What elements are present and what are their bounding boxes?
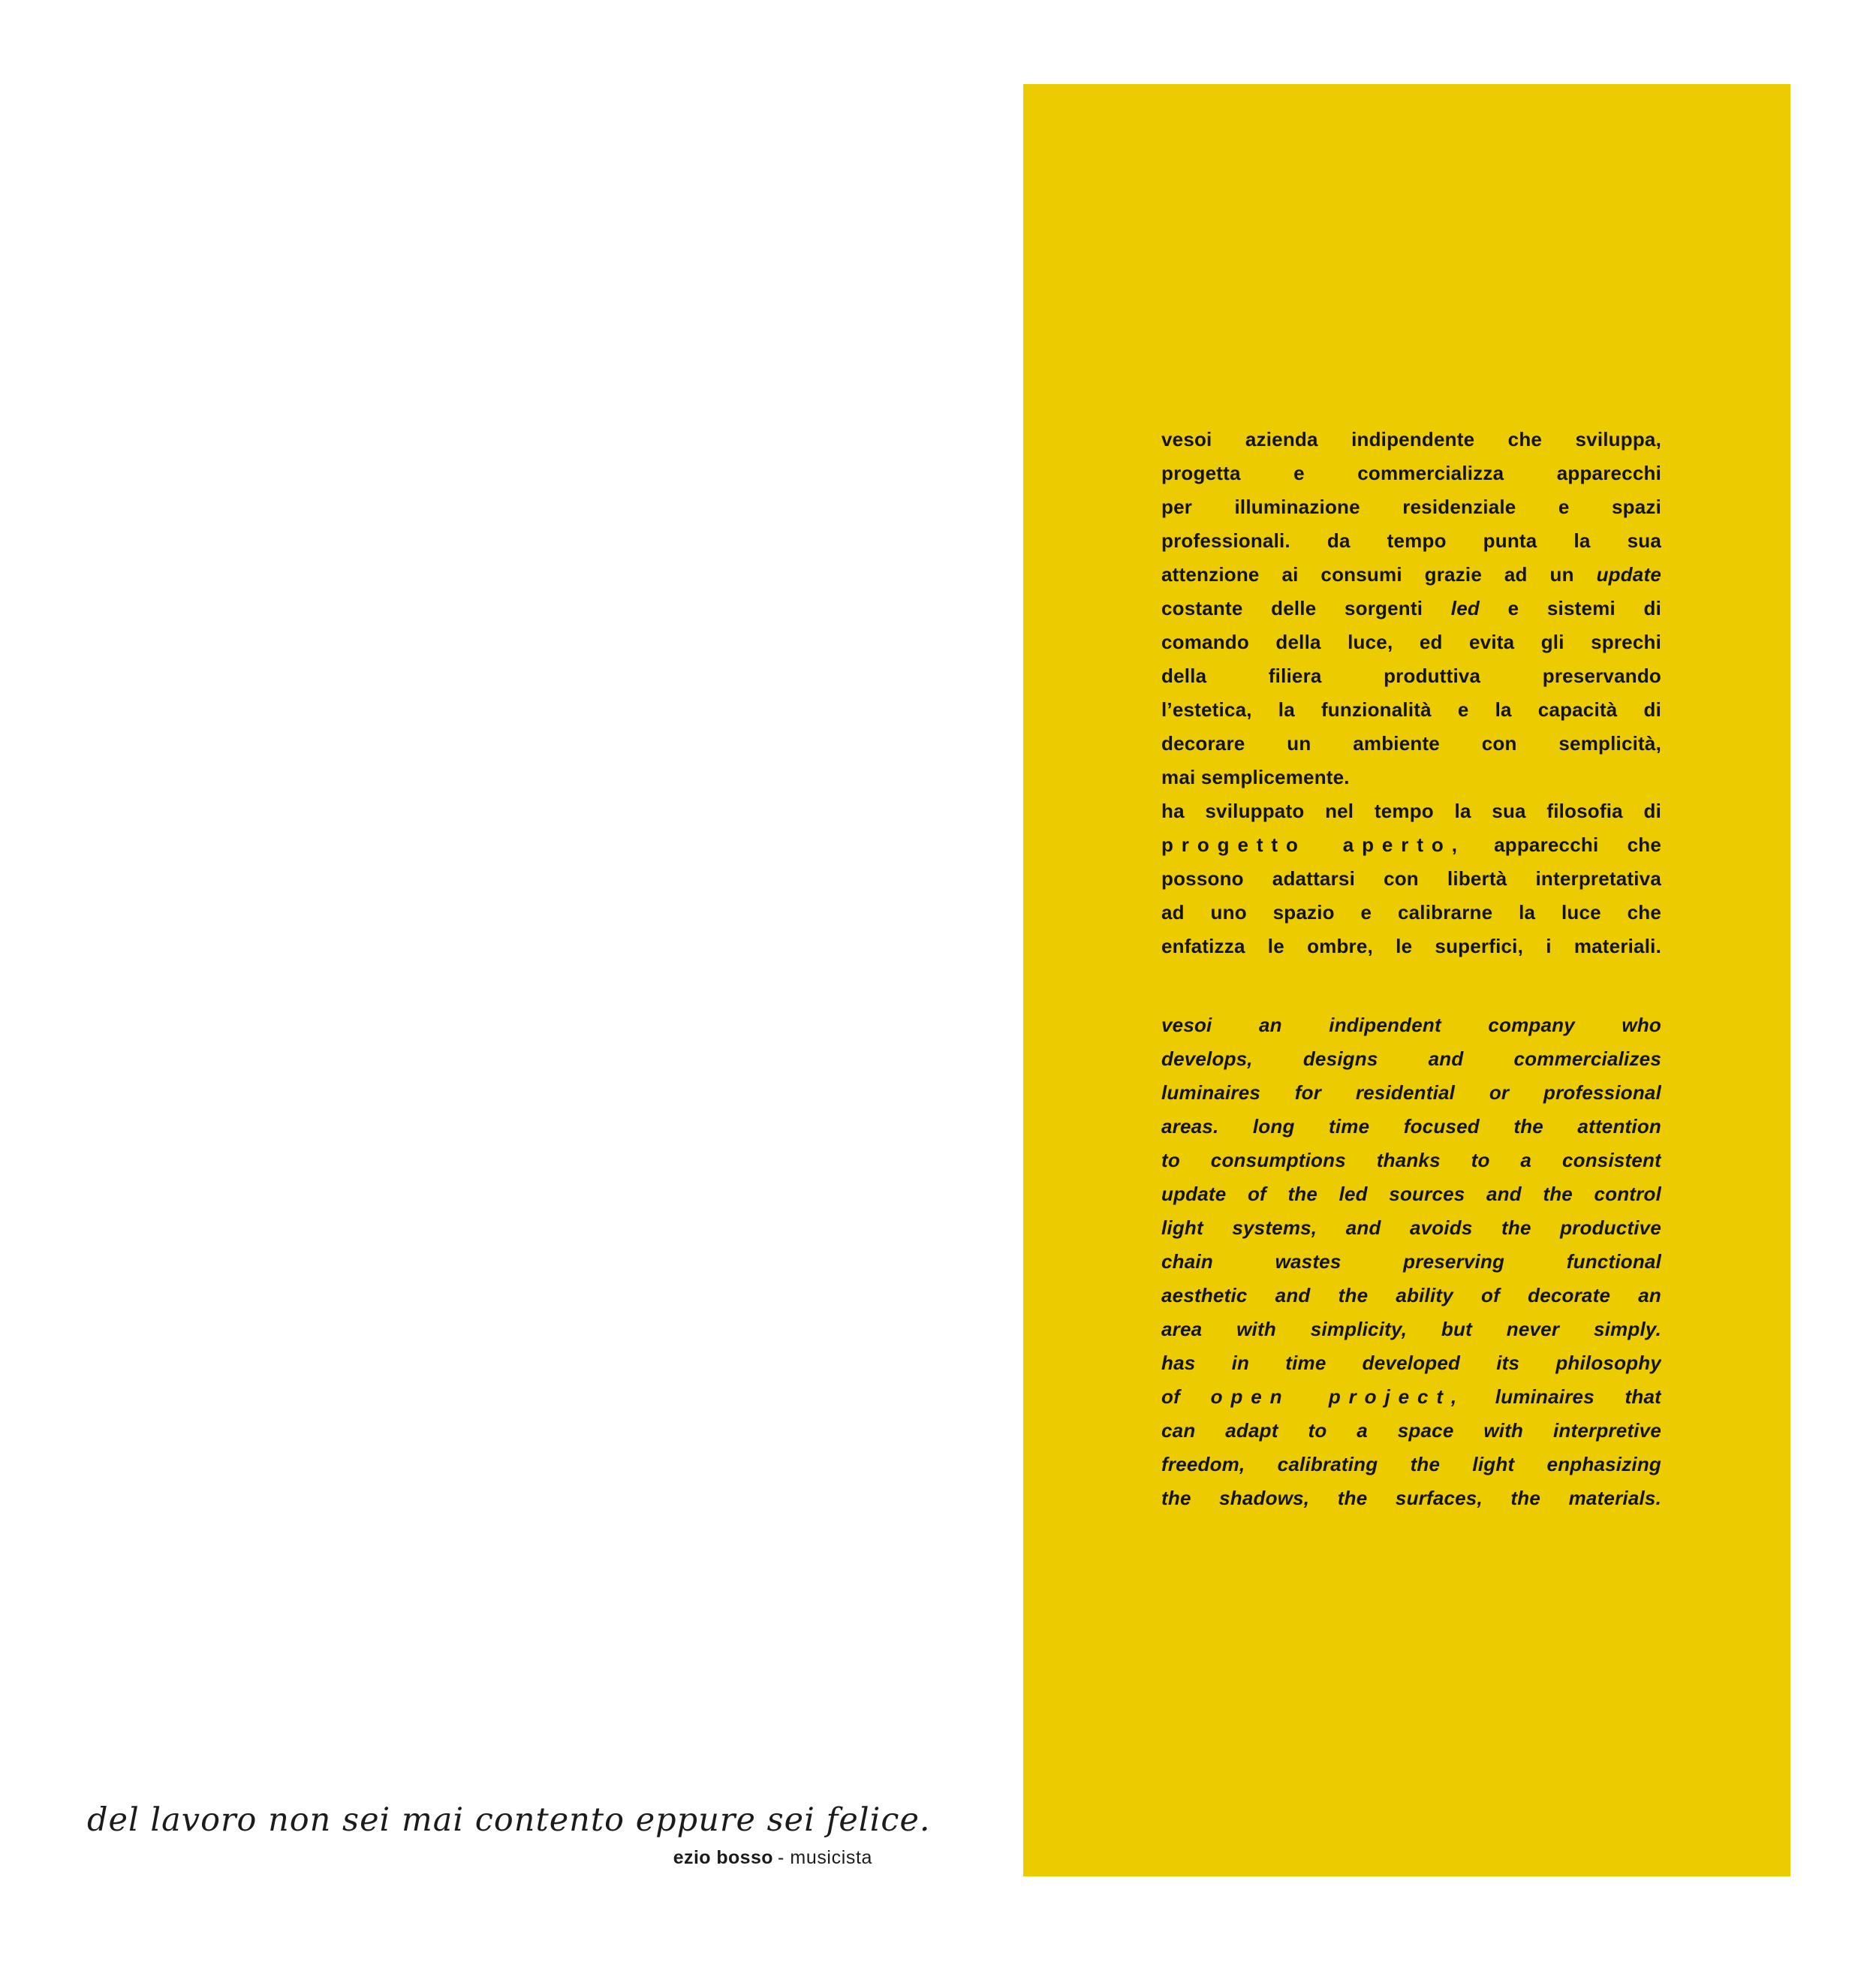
text-line: the shadows, the surfaces, the materials. [1161, 1487, 1661, 1509]
text-line: ha sviluppato nel tempo la sua filosofia di [1161, 800, 1661, 822]
text-line: ad uno spazio e calibrarne la luce che [1161, 901, 1661, 924]
quote-attribution [87, 1846, 872, 1869]
text-line: light systems, and avoids the productive [1161, 1216, 1661, 1239]
text-line: vesoi an indipendent company who [1161, 1014, 1661, 1036]
text-line: develops, designs and commercializes [1161, 1047, 1661, 1070]
text-line: luminaires for residential or professional [1161, 1081, 1661, 1104]
text-line: mai semplicemente. [1161, 766, 1350, 788]
quote-author-role: - musicista [777, 1846, 872, 1868]
text-line: costante delle sorgenti led e sistemi di [1161, 597, 1661, 619]
text-line: enfatizza le ombre, le superfici, i materiali. [1161, 935, 1661, 957]
text-line: progetta e commercializza apparecchi [1161, 462, 1661, 484]
quote-author: ezio bosso [673, 1846, 773, 1868]
text-line: aesthetic and the ability of decorate an [1161, 1284, 1661, 1306]
text-line: attenzione ai consumi grazie ad un update [1161, 563, 1661, 586]
text-line: of open project, luminaires that [1161, 1385, 1661, 1408]
text-line: possono adattarsi con libertà interpretativa [1161, 867, 1661, 890]
intro-text-english [1161, 1008, 1661, 1515]
text-line: comando della luce, ed evita gli sprechi [1161, 631, 1661, 653]
intro-text-column [1161, 423, 1661, 1515]
text-line: to consumptions thanks to a consistent [1161, 1149, 1661, 1171]
text-line: areas. long time focused the attention [1161, 1115, 1661, 1138]
text-line: can adapt to a space with interpretive [1161, 1419, 1661, 1442]
yellow-panel [1023, 84, 1790, 1876]
text-line: area with simplicity, but never simply. [1161, 1318, 1661, 1340]
text-line: update of the led sources and the control [1161, 1183, 1661, 1205]
text-line: della filiera produttiva preservando [1161, 665, 1661, 687]
text-line: progetto aperto, apparecchi che [1161, 833, 1661, 856]
text-line: l’estetica, la funzionalità e la capacità di [1161, 698, 1661, 721]
intro-text-italian [1161, 423, 1661, 963]
handwritten-quote: del lavoro non sei mai contento eppure sei felice. [87, 1801, 931, 1839]
text-line: per illuminazione residenziale e spazi [1161, 496, 1661, 518]
text-line: freedom, calibrating the light enphasizing [1161, 1453, 1661, 1475]
text-line: decorare un ambiente con semplicità, [1161, 732, 1661, 755]
footer-quote-block [87, 1796, 931, 1869]
text-line: professionali. da tempo punta la sua [1161, 529, 1661, 552]
text-line: has in time developed its philosophy [1161, 1352, 1661, 1374]
text-line: vesoi azienda indipendente che sviluppa, [1161, 428, 1661, 451]
text-line: chain wastes preserving functional [1161, 1250, 1661, 1273]
